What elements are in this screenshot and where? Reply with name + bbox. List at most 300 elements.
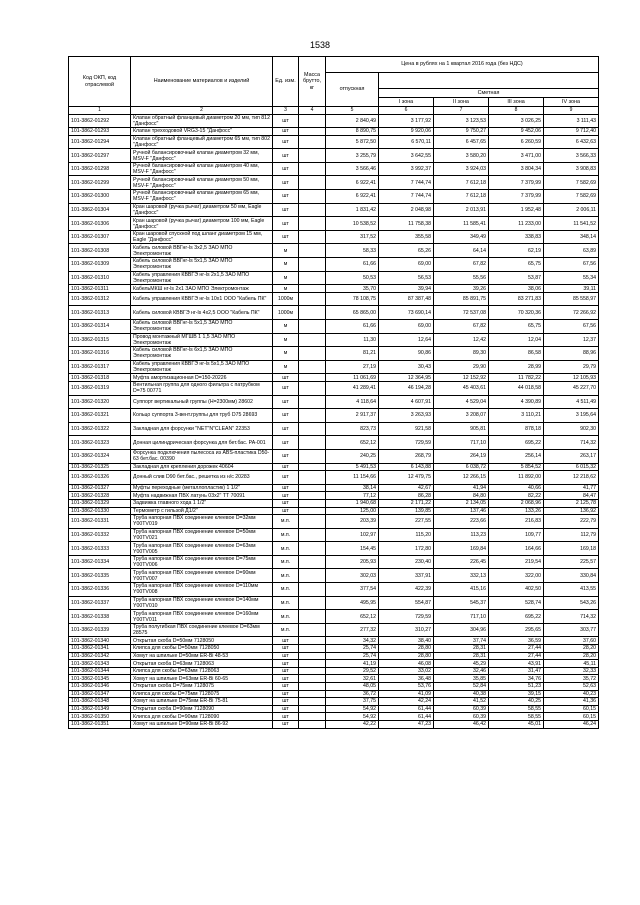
item-unit: м.п. <box>273 528 299 542</box>
table-row <box>69 610 599 624</box>
item-code: 101-3862-01323 <box>69 436 131 450</box>
table-row <box>69 395 599 409</box>
item-code: 101-3862-01329 <box>69 499 131 507</box>
item-code: 101-3862-01341 <box>69 645 131 653</box>
price-zone-4: 28,20 <box>544 652 599 660</box>
item-mass <box>299 705 326 713</box>
price-release: 34,32 <box>326 637 379 645</box>
item-unit: шт <box>273 381 299 395</box>
price-zone-4: 11 541,52 <box>544 217 599 231</box>
price-zone-4: 46,24 <box>544 720 599 728</box>
price-zone-3: 40,25 <box>489 698 544 706</box>
price-zone-4: 85 558,97 <box>544 292 599 306</box>
price-zone-2: 41,52 <box>434 698 489 706</box>
price-zone-2: 72 537,08 <box>434 306 489 320</box>
item-code: 101-3862-01325 <box>69 463 131 471</box>
table-row <box>69 690 599 698</box>
price-zone-1: 36,48 <box>379 675 434 683</box>
item-code: 101-3862-01300 <box>69 190 131 204</box>
table-row <box>69 190 599 204</box>
price-zone-3: 109,77 <box>489 528 544 542</box>
table-row <box>69 623 599 637</box>
item-name: Кабель силовой ВВГнг-ls 3х2,5 ЗАО МПО Электромонтаж <box>131 244 273 258</box>
price-release: 77,12 <box>326 492 379 500</box>
item-unit: шт <box>273 135 299 149</box>
item-name: Хомут на шпильке D=90мм ER-Bi 86-92 <box>131 720 273 728</box>
price-zone-2: 11 585,41 <box>434 217 489 231</box>
item-unit: шт <box>273 499 299 507</box>
item-name: Хомут на шпильке D=63мм ER-Bi 60-65 <box>131 675 273 683</box>
item-code: 101-3862-01330 <box>69 507 131 515</box>
price-release: 4 118,64 <box>326 395 379 409</box>
item-unit: м.п. <box>273 542 299 556</box>
header-price-group: Цена в рублях на 1 квартал 2016 года (без НДС) <box>326 57 599 73</box>
item-code: 101-3862-01310 <box>69 271 131 285</box>
price-zone-3: 58,55 <box>489 705 544 713</box>
price-zone-2: 45,29 <box>434 660 489 668</box>
item-mass <box>299 507 326 515</box>
item-name: Открытая скоба D=90мм 7128090 <box>131 705 273 713</box>
price-zone-4: 84,47 <box>544 492 599 500</box>
item-unit: шт <box>273 374 299 382</box>
price-zone-1: 337,91 <box>379 569 434 583</box>
item-mass <box>299 542 326 556</box>
item-unit: шт <box>273 492 299 500</box>
price-release: 35,70 <box>326 285 379 293</box>
item-code: 101-3862-01334 <box>69 555 131 569</box>
table-row <box>69 645 599 653</box>
price-zone-1: 12,64 <box>379 333 434 347</box>
price-zone-3: 6 260,59 <box>489 135 544 149</box>
price-zone-1: 42,24 <box>379 698 434 706</box>
price-zone-4: 28,20 <box>544 645 599 653</box>
item-mass <box>299 347 326 361</box>
price-release: 102,97 <box>326 528 379 542</box>
item-code: 101-3862-01338 <box>69 610 131 624</box>
table-row <box>69 436 599 450</box>
price-release: 652,12 <box>326 436 379 450</box>
price-zone-4: 3 908,83 <box>544 162 599 176</box>
price-release: 25,74 <box>326 652 379 660</box>
item-mass <box>299 230 326 244</box>
table-row <box>69 596 599 610</box>
item-unit: м.п. <box>273 583 299 597</box>
price-release: 5 491,53 <box>326 463 379 471</box>
price-zone-1: 4 607,91 <box>379 395 434 409</box>
price-zone-1: 3 992,37 <box>379 162 434 176</box>
item-code: 101-3862-01339 <box>69 623 131 637</box>
table-row <box>69 258 599 272</box>
price-zone-4: 902,30 <box>544 422 599 436</box>
price-zone-3: 82,22 <box>489 492 544 500</box>
item-code: 101-3862-01306 <box>69 217 131 231</box>
item-mass <box>299 492 326 500</box>
item-code: 101-3862-01312 <box>69 292 131 306</box>
price-zone-3: 219,54 <box>489 555 544 569</box>
price-zone-2: 9 750,27 <box>434 128 489 136</box>
item-name: Задвижка главного хода 1 1/2" <box>131 499 273 507</box>
price-zone-3: 2 068,96 <box>489 499 544 507</box>
item-name: Клапан обратный фланцевый диаметром 65 мм, тип 802 "Данфосс" <box>131 135 273 149</box>
item-unit: шт <box>273 436 299 450</box>
price-zone-2: 137,46 <box>434 507 489 515</box>
item-code: 101-3862-01311 <box>69 285 131 293</box>
col-number: 2 <box>131 107 273 115</box>
price-zone-2: 89,30 <box>434 347 489 361</box>
item-mass <box>299 333 326 347</box>
price-zone-2: 29,90 <box>434 360 489 374</box>
price-release: 2 840,49 <box>326 114 379 128</box>
price-zone-2: 169,84 <box>434 542 489 556</box>
item-code: 101-3862-01351 <box>69 720 131 728</box>
table-row <box>69 203 599 217</box>
price-zone-2: 37,74 <box>434 637 489 645</box>
price-zone-3: 216,83 <box>489 515 544 529</box>
price-release: 50,53 <box>326 271 379 285</box>
item-unit: шт <box>273 637 299 645</box>
price-zone-4: 12 105,93 <box>544 374 599 382</box>
price-release: 54,92 <box>326 713 379 721</box>
price-zone-3: 12,04 <box>489 333 544 347</box>
item-code: 101-3862-01316 <box>69 347 131 361</box>
item-unit: 1000м <box>273 292 299 306</box>
price-zone-4: 45,11 <box>544 660 599 668</box>
price-zone-3: 70 320,36 <box>489 306 544 320</box>
price-zone-2: 60,39 <box>434 713 489 721</box>
item-name: Закладная для крепления дорожек 40604 <box>131 463 273 471</box>
price-zone-1: 53,76 <box>379 683 434 691</box>
item-code: 101-3862-01309 <box>69 258 131 272</box>
price-release: 302,03 <box>326 569 379 583</box>
header-estimate-spacer <box>379 73 599 89</box>
price-release: 823,73 <box>326 422 379 436</box>
table-row <box>69 637 599 645</box>
item-code: 101-3862-01318 <box>69 374 131 382</box>
price-zone-2: 4 529,04 <box>434 395 489 409</box>
price-zone-3: 53,87 <box>489 271 544 285</box>
item-unit: шт <box>273 683 299 691</box>
item-mass <box>299 675 326 683</box>
price-release: 2 917,37 <box>326 409 379 423</box>
item-unit: м <box>273 347 299 361</box>
table-row <box>69 499 599 507</box>
price-zone-1: 69,00 <box>379 258 434 272</box>
price-zone-2: 64,14 <box>434 244 489 258</box>
item-mass <box>299 203 326 217</box>
item-code: 101-3862-01321 <box>69 409 131 423</box>
price-zone-3: 65,75 <box>489 258 544 272</box>
item-name: Труба напорная ПВХ соединение клеевое D=63мм Y00TV005 <box>131 542 273 556</box>
item-code: 101-3862-01343 <box>69 660 131 668</box>
item-mass <box>299 555 326 569</box>
price-zone-2: 45 403,61 <box>434 381 489 395</box>
item-name: Клапан обратный фланцевый диаметром 20 мм, тип 812 "Данфосс" <box>131 114 273 128</box>
price-zone-4: 88,96 <box>544 347 599 361</box>
price-zone-1: 33,02 <box>379 667 434 675</box>
price-zone-4: 348,14 <box>544 230 599 244</box>
price-release: 65 865,00 <box>326 306 379 320</box>
price-release: 240,25 <box>326 449 379 463</box>
item-code: 101-3862-01340 <box>69 637 131 645</box>
item-code: 101-3862-01337 <box>69 596 131 610</box>
price-zone-4: 543,26 <box>544 596 599 610</box>
item-code: 101-3862-01326 <box>69 471 131 485</box>
item-name: Муфта амортизационная D=150-20226 <box>131 374 273 382</box>
table-row <box>69 128 599 136</box>
table-row <box>69 422 599 436</box>
price-release: 154,45 <box>326 542 379 556</box>
price-release: 495,95 <box>326 596 379 610</box>
item-unit: шт <box>273 149 299 163</box>
item-mass <box>299 244 326 258</box>
item-code: 101-3862-01315 <box>69 333 131 347</box>
price-zone-3: 9 452,06 <box>489 128 544 136</box>
item-code: 101-3862-01348 <box>69 698 131 706</box>
item-unit: м.п. <box>273 623 299 637</box>
price-zone-3: 31,47 <box>489 667 544 675</box>
price-zone-4: 55,34 <box>544 271 599 285</box>
item-mass <box>299 652 326 660</box>
price-zone-2: 6 038,72 <box>434 463 489 471</box>
item-name: Кабель управления КВВГЭ нг-ls 10х1 ООО "Кабель ПК" <box>131 292 273 306</box>
item-mass <box>299 645 326 653</box>
price-zone-3: 5 854,52 <box>489 463 544 471</box>
item-mass <box>299 176 326 190</box>
item-unit: м <box>273 244 299 258</box>
price-release: 11 061,69 <box>326 374 379 382</box>
table-row <box>69 176 599 190</box>
item-name: Донный слив D90 бет.бас., решетка из н/с 20283 <box>131 471 273 485</box>
price-zone-1: 422,39 <box>379 583 434 597</box>
item-mass <box>299 690 326 698</box>
item-code: 101-3862-01344 <box>69 667 131 675</box>
table-row <box>69 135 599 149</box>
price-release: 8 890,75 <box>326 128 379 136</box>
price-zone-2: 332,13 <box>434 569 489 583</box>
price-zone-3: 45,01 <box>489 720 544 728</box>
item-code: 101-3862-01328 <box>69 492 131 500</box>
price-zone-2: 415,16 <box>434 583 489 597</box>
item-unit: шт <box>273 409 299 423</box>
price-zone-4: 39,11 <box>544 285 599 293</box>
item-unit: м <box>273 271 299 285</box>
col-number: 9 <box>544 107 599 115</box>
item-code: 101-3862-01320 <box>69 395 131 409</box>
price-zone-4: 330,84 <box>544 569 599 583</box>
table-row <box>69 713 599 721</box>
item-unit: шт <box>273 217 299 231</box>
item-unit: шт <box>273 652 299 660</box>
item-mass <box>299 271 326 285</box>
item-mass <box>299 471 326 485</box>
price-zone-3: 7 379,99 <box>489 190 544 204</box>
price-zone-2: 67,82 <box>434 320 489 334</box>
item-name: Клипса для скобы D=75мм 7128075 <box>131 690 273 698</box>
price-release: 36,72 <box>326 690 379 698</box>
price-zone-2: 3 580,20 <box>434 149 489 163</box>
item-name: Труба напорная ПВХ соединение клеевое D=50мм Y00TV021 <box>131 528 273 542</box>
col-number: 8 <box>489 107 544 115</box>
item-mass <box>299 374 326 382</box>
price-release: 37,75 <box>326 698 379 706</box>
item-code: 101-3862-01327 <box>69 484 131 492</box>
item-unit: м.п. <box>273 569 299 583</box>
price-zone-1: 65,26 <box>379 244 434 258</box>
table-row <box>69 230 599 244</box>
price-zone-4: 40,23 <box>544 690 599 698</box>
price-zone-2: 349,49 <box>434 230 489 244</box>
price-release: 203,39 <box>326 515 379 529</box>
header-zone-3: III зона <box>489 98 544 107</box>
price-zone-1: 61,44 <box>379 713 434 721</box>
price-release: 81,21 <box>326 347 379 361</box>
price-release: 205,93 <box>326 555 379 569</box>
price-zone-1: 41,09 <box>379 690 434 698</box>
price-zone-3: 295,65 <box>489 623 544 637</box>
item-name: Клипса для скобы D=90мм 7128090 <box>131 713 273 721</box>
table-row <box>69 347 599 361</box>
col-number: 6 <box>379 107 434 115</box>
item-mass <box>299 285 326 293</box>
price-zone-2: 3 208,07 <box>434 409 489 423</box>
col-number: 5 <box>326 107 379 115</box>
price-zone-4: 45 227,70 <box>544 381 599 395</box>
item-name: Донная цилиндрическая форсунка для бет.бас. PA-001 <box>131 436 273 450</box>
price-release: 3 566,46 <box>326 162 379 176</box>
price-release: 317,52 <box>326 230 379 244</box>
price-zone-1: 7 744,74 <box>379 190 434 204</box>
price-zone-3: 83 271,83 <box>489 292 544 306</box>
header-estimate: Сметная <box>379 89 599 98</box>
price-zone-2: 28,31 <box>434 652 489 660</box>
item-code: 101-3862-01304 <box>69 203 131 217</box>
price-zone-3: 11 892,00 <box>489 471 544 485</box>
item-mass <box>299 499 326 507</box>
price-release: 61,66 <box>326 320 379 334</box>
item-unit: шт <box>273 667 299 675</box>
price-zone-3: 62,19 <box>489 244 544 258</box>
item-unit: шт <box>273 203 299 217</box>
table-row <box>69 705 599 713</box>
table-row <box>69 555 599 569</box>
price-zone-1: 69,00 <box>379 320 434 334</box>
price-zone-2: 3 924,03 <box>434 162 489 176</box>
table-row <box>69 569 599 583</box>
price-zone-2: 84,80 <box>434 492 489 500</box>
item-unit: м.п. <box>273 515 299 529</box>
price-zone-3: 322,00 <box>489 569 544 583</box>
price-zone-3: 3 804,34 <box>489 162 544 176</box>
price-zone-3: 58,55 <box>489 713 544 721</box>
table-row <box>69 528 599 542</box>
item-code: 101-3862-01317 <box>69 360 131 374</box>
item-unit: м <box>273 320 299 334</box>
price-zone-4: 169,18 <box>544 542 599 556</box>
item-name: Труба напорная ПВХ соединение клеевое D=160мм Y00TV011 <box>131 610 273 624</box>
table-row <box>69 285 599 293</box>
header-mass: Масса брутто, кг <box>299 57 326 107</box>
price-zone-4: 112,79 <box>544 528 599 542</box>
price-zone-3: 3 026,25 <box>489 114 544 128</box>
price-zone-4: 37,60 <box>544 637 599 645</box>
price-zone-4: 263,17 <box>544 449 599 463</box>
item-unit: м.п. <box>273 596 299 610</box>
item-code: 101-3862-01293 <box>69 128 131 136</box>
table-header <box>69 57 599 115</box>
price-zone-4: 12,37 <box>544 333 599 347</box>
price-zone-1: 61,44 <box>379 705 434 713</box>
item-mass <box>299 395 326 409</box>
item-code: 101-3862-01342 <box>69 652 131 660</box>
item-name: Кабель силовой ВВГнг-ls 6х1,5 ЗАО МПО Электромонтаж <box>131 347 273 361</box>
price-zone-4: 714,32 <box>544 610 599 624</box>
table-row <box>69 114 599 128</box>
price-zone-2: 717,10 <box>434 436 489 450</box>
item-mass <box>299 484 326 492</box>
item-code: 101-3862-01345 <box>69 675 131 683</box>
item-name: Труба напорная ПВХ соединение клеевое D=75мм Y00TV006 <box>131 555 273 569</box>
price-zone-4: 136,92 <box>544 507 599 515</box>
price-release: 277,32 <box>326 623 379 637</box>
price-zone-1: 47,23 <box>379 720 434 728</box>
page-number: 1538 <box>309 40 331 50</box>
item-unit: шт <box>273 660 299 668</box>
header-release: отпускная <box>326 73 379 107</box>
table-row <box>69 675 599 683</box>
price-zone-1: 12 364,95 <box>379 374 434 382</box>
item-mass <box>299 713 326 721</box>
table-row <box>69 374 599 382</box>
item-mass <box>299 667 326 675</box>
price-zone-4: 67,56 <box>544 258 599 272</box>
item-mass <box>299 569 326 583</box>
price-zone-4: 35,72 <box>544 675 599 683</box>
price-release: 54,92 <box>326 705 379 713</box>
item-mass <box>299 463 326 471</box>
price-zone-3: 44 018,58 <box>489 381 544 395</box>
price-zone-1: 2 171,22 <box>379 499 434 507</box>
table-row <box>69 360 599 374</box>
item-code: 101-3862-01333 <box>69 542 131 556</box>
price-zone-3: 878,18 <box>489 422 544 436</box>
price-zone-4: 6 015,32 <box>544 463 599 471</box>
price-zone-4: 225,57 <box>544 555 599 569</box>
price-zone-1: 310,27 <box>379 623 434 637</box>
price-release: 6 922,41 <box>326 176 379 190</box>
price-release: 11 154,66 <box>326 471 379 485</box>
item-code: 101-3862-01349 <box>69 705 131 713</box>
item-unit: шт <box>273 705 299 713</box>
item-code: 101-3862-01308 <box>69 244 131 258</box>
item-code: 101-3862-01350 <box>69 713 131 721</box>
item-mass <box>299 217 326 231</box>
item-mass <box>299 360 326 374</box>
price-zone-3: 4 390,89 <box>489 395 544 409</box>
price-zone-1: 554,87 <box>379 596 434 610</box>
price-release: 1 831,42 <box>326 203 379 217</box>
price-zone-1: 46,08 <box>379 660 434 668</box>
item-unit: шт <box>273 190 299 204</box>
price-release: 42,22 <box>326 720 379 728</box>
table-row <box>69 667 599 675</box>
item-name: Форсунка подключения пылесоса из ABS-пластика D50-63 бет.бас. 00390 <box>131 449 273 463</box>
price-zone-2: 52,84 <box>434 683 489 691</box>
price-zone-2: 35,85 <box>434 675 489 683</box>
price-release: 125,00 <box>326 507 379 515</box>
price-zone-2: 113,23 <box>434 528 489 542</box>
header-unit: Ед. изм. <box>273 57 299 107</box>
table-row <box>69 149 599 163</box>
